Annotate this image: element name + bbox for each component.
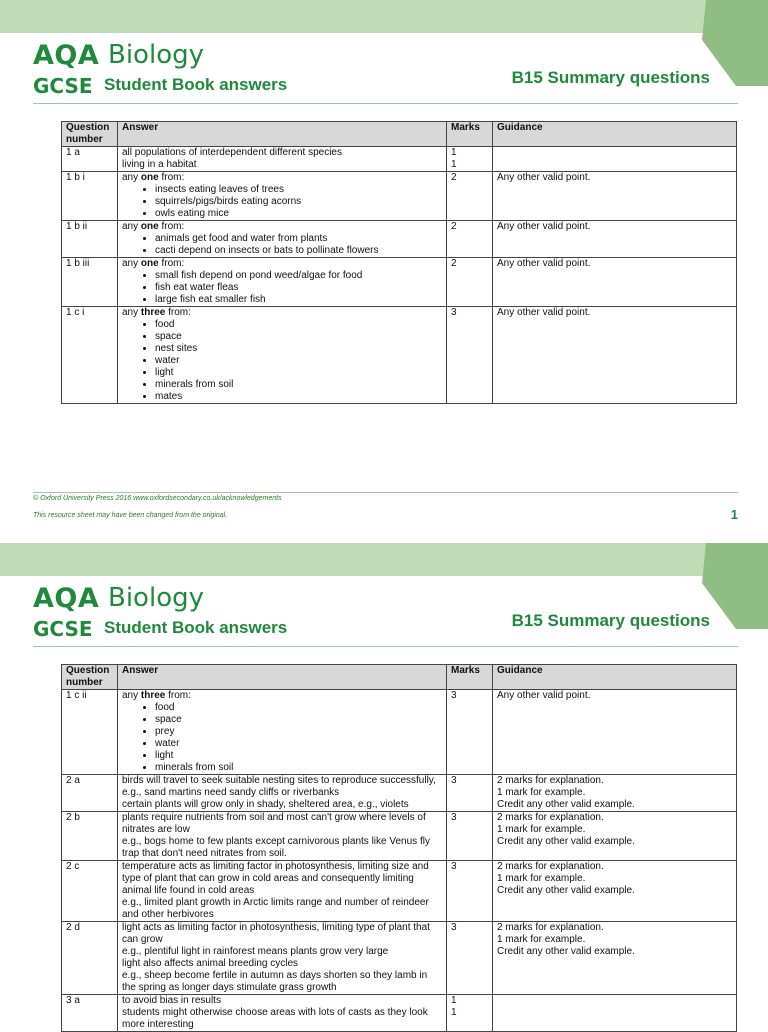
marks-cell xyxy=(447,147,493,172)
answer-line: living in a habitat xyxy=(122,159,197,170)
answer-line: temperature acts as limiting factor in photosynthesis, limiting size and xyxy=(122,861,429,872)
header-guidance: Guidance xyxy=(493,122,737,147)
header-band xyxy=(0,543,720,576)
section-title: B15 Summary questions xyxy=(511,68,710,87)
guidance-line: 1 mark for example. xyxy=(497,873,586,884)
subject-title: Biology xyxy=(108,40,204,70)
question-number: 1 b iii xyxy=(62,258,118,307)
answer-line: more interesting xyxy=(122,1019,194,1030)
answer-bullets xyxy=(122,702,442,774)
table-row xyxy=(62,258,737,307)
bullet-item: • food xyxy=(155,319,442,331)
question-number: 2 b xyxy=(62,812,118,861)
table-row xyxy=(62,147,737,172)
header-question: Question number xyxy=(62,665,118,690)
header-marks: Marks xyxy=(447,122,493,147)
marks-cell xyxy=(447,995,493,1032)
marks-cell xyxy=(447,775,493,812)
marks-value: 3 xyxy=(451,861,457,872)
bullet-item: • water xyxy=(155,738,442,750)
marks-value: 1 xyxy=(451,147,457,158)
guidance-cell xyxy=(493,221,737,258)
section-title: B15 Summary questions xyxy=(511,611,710,630)
header-guidance: Guidance xyxy=(493,665,737,690)
question-number: 1 c i xyxy=(62,307,118,404)
marks-value: 2 xyxy=(451,221,457,232)
answer-line: can grow xyxy=(122,934,163,945)
question-number: 1 c ii xyxy=(62,690,118,775)
question-number: 2 d xyxy=(62,922,118,995)
marks-cell xyxy=(447,221,493,258)
answer-cell xyxy=(118,307,447,404)
intro-text: from: xyxy=(158,221,185,232)
page-gap xyxy=(0,530,768,543)
answer-bullets xyxy=(122,184,442,220)
intro-text: from: xyxy=(158,258,185,269)
marks-cell xyxy=(447,861,493,922)
marks-value: 2 xyxy=(451,258,457,269)
footer-divider xyxy=(33,492,738,493)
answer-line: plants require nutrients from soil and most can't grow where levels of xyxy=(122,812,426,823)
guidance-line: 1 mark for example. xyxy=(497,787,586,798)
guidance-cell xyxy=(493,812,737,861)
header-question: Question number xyxy=(62,122,118,147)
answer-line: certain plants will grow only in shady, sheltered area, e.g., violets xyxy=(122,799,409,810)
guidance-line: 2 marks for explanation. xyxy=(497,775,604,786)
guidance-cell xyxy=(493,995,737,1032)
table-row xyxy=(62,861,737,922)
answer-line: animal life found in cold areas xyxy=(122,885,255,896)
page-number: 1 xyxy=(730,507,738,522)
answer-line: all populations of interdependent different species xyxy=(122,147,342,158)
answer-line: e.g., sand martins need sandy cliffs or riverbanks xyxy=(122,787,340,798)
header-divider xyxy=(33,103,738,104)
intro-text: any xyxy=(122,307,141,318)
intro-text: any xyxy=(122,690,141,701)
header-chevron-icon xyxy=(702,0,768,86)
guidance-line: Credit any other valid example. xyxy=(497,885,635,896)
answer-line: birds will travel to seek suitable nesting sites to reproduce successfully, xyxy=(122,775,436,786)
bullet-item: • light xyxy=(155,367,442,379)
table-row xyxy=(62,690,737,775)
answer-cell xyxy=(118,172,447,221)
header-marks: Marks xyxy=(447,665,493,690)
intro-text: from: xyxy=(165,690,191,701)
intro-text: from: xyxy=(158,172,185,183)
marks-value: 3 xyxy=(451,775,457,786)
level-label: GCSE xyxy=(33,74,93,98)
table-row xyxy=(62,307,737,404)
question-number: 1 a xyxy=(62,147,118,172)
answer-bullets xyxy=(122,233,442,257)
marks-cell xyxy=(447,690,493,775)
bullet-item: • large fish eat smaller fish xyxy=(155,294,442,306)
bullet-item: • fish eat water fleas xyxy=(155,282,442,294)
guidance-line: Any other valid point. xyxy=(497,690,591,701)
answer-line: e.g., limited plant growth in Arctic limits range and number of reindeer xyxy=(122,897,429,908)
bullet-item: • small fish depend on pond weed/algae for food xyxy=(155,270,442,282)
answer-bullets xyxy=(122,270,442,306)
footer-copyright: © Oxford University Press 2016 www.oxfordsecondary.co.uk/acknowledgements xyxy=(33,495,282,502)
guidance-cell xyxy=(493,172,737,221)
aqa-logo: AQA xyxy=(33,40,100,71)
answer-line: type of plant that can grow in cold areas and consequently limiting xyxy=(122,873,414,884)
answer-line: to avoid bias in results xyxy=(122,995,221,1006)
guidance-line: Credit any other valid example. xyxy=(497,836,635,847)
guidance-cell xyxy=(493,307,737,404)
marks-value: 3 xyxy=(451,690,457,701)
bullet-item: • space xyxy=(155,714,442,726)
bullet-item: • animals get food and water from plants xyxy=(155,233,442,245)
answer-cell xyxy=(118,922,447,995)
answer-cell xyxy=(118,221,447,258)
answer-intro xyxy=(122,172,442,184)
bullet-item: • water xyxy=(155,355,442,367)
answer-intro xyxy=(122,690,442,702)
intro-keyword: one xyxy=(140,172,159,183)
header-answer: Answer xyxy=(118,122,447,147)
guidance-line: Any other valid point. xyxy=(497,307,591,318)
bullet-item: • insects eating leaves of trees xyxy=(155,184,442,196)
intro-keyword: three xyxy=(140,307,166,318)
marks-value: 2 xyxy=(451,172,457,183)
intro-text: any xyxy=(122,221,141,232)
answer-line: and other herbivores xyxy=(122,909,214,920)
question-number: 2 c xyxy=(62,861,118,922)
intro-keyword: three xyxy=(140,690,166,701)
question-number: 3 a xyxy=(62,995,118,1032)
answer-intro xyxy=(122,307,442,319)
table-row xyxy=(62,995,737,1032)
header-band xyxy=(0,0,720,33)
bullet-item: • minerals from soil xyxy=(155,762,442,774)
answer-intro xyxy=(122,221,442,233)
table-header-row xyxy=(62,122,737,147)
table-row xyxy=(62,775,737,812)
marks-value: 3 xyxy=(451,812,457,823)
book-title: Student Book answers xyxy=(104,618,288,637)
marks-cell xyxy=(447,258,493,307)
answer-line: the spring as longer days stimulate grass growth xyxy=(122,982,337,993)
answer-bullets xyxy=(122,319,442,403)
guidance-cell xyxy=(493,258,737,307)
answer-line: e.g., bogs home to few plants except carnivorous plants like Venus fly xyxy=(122,836,430,847)
bullet-item: • cacti depend on insects or bats to pollinate flowers xyxy=(155,245,442,257)
answers-table xyxy=(61,664,737,1032)
table-row xyxy=(62,922,737,995)
guidance-line: 2 marks for explanation. xyxy=(497,922,604,933)
header-divider xyxy=(33,646,738,647)
answer-cell xyxy=(118,861,447,922)
marks-cell xyxy=(447,172,493,221)
marks-cell xyxy=(447,922,493,995)
bullet-item: • nest sites xyxy=(155,343,442,355)
table-row xyxy=(62,172,737,221)
guidance-line: Any other valid point. xyxy=(497,172,591,183)
guidance-cell xyxy=(493,922,737,995)
guidance-cell xyxy=(493,147,737,172)
answer-cell xyxy=(118,995,447,1032)
guidance-line: 2 marks for explanation. xyxy=(497,861,604,872)
answer-cell xyxy=(118,812,447,861)
answer-cell xyxy=(118,690,447,775)
answer-cell xyxy=(118,775,447,812)
bullet-item: • minerals from soil xyxy=(155,379,442,391)
intro-text: any xyxy=(122,172,141,183)
book-title: Student Book answers xyxy=(104,75,288,94)
marks-value: 3 xyxy=(451,307,457,318)
bullet-item: • mates xyxy=(155,391,442,403)
level-label: GCSE xyxy=(33,617,93,641)
bullet-item: • space xyxy=(155,331,442,343)
guidance-line: 1 mark for example. xyxy=(497,934,586,945)
marks-value: 1 xyxy=(451,1007,457,1018)
answer-intro xyxy=(122,258,442,270)
guidance-line: 2 marks for explanation. xyxy=(497,812,604,823)
answer-line: light acts as limiting factor in photosynthesis, limiting type of plant that xyxy=(122,922,430,933)
page-2 xyxy=(0,543,768,1030)
guidance-line: Credit any other valid example. xyxy=(497,946,635,957)
footer-note: This resource sheet may have been changed from the original. xyxy=(33,512,228,519)
answer-line: students might otherwise choose areas with lots of casts as they look xyxy=(122,1007,428,1018)
answer-line: e.g., sheep become fertile in autumn as days shorten so they lamb in xyxy=(122,970,428,981)
guidance-cell xyxy=(493,690,737,775)
guidance-cell xyxy=(493,861,737,922)
marks-value: 3 xyxy=(451,922,457,933)
bullet-item: • prey xyxy=(155,726,442,738)
marks-value: 1 xyxy=(451,159,457,170)
header-chevron-icon xyxy=(702,543,768,629)
answer-cell xyxy=(118,258,447,307)
question-number: 1 b ii xyxy=(62,221,118,258)
bullet-item: • light xyxy=(155,750,442,762)
bullet-item: • owls eating mice xyxy=(155,208,442,220)
intro-text: any xyxy=(122,258,141,269)
guidance-line: Any other valid point. xyxy=(497,258,591,269)
marks-cell xyxy=(447,812,493,861)
guidance-line: Credit any other valid example. xyxy=(497,799,635,810)
marks-value: 1 xyxy=(451,995,457,1006)
bullet-item: • squirrels/pigs/birds eating acorns xyxy=(155,196,442,208)
intro-keyword: one xyxy=(140,221,159,232)
answers-table xyxy=(61,121,737,404)
marks-cell xyxy=(447,307,493,404)
question-number: 2 a xyxy=(62,775,118,812)
table-header-row xyxy=(62,665,737,690)
bullet-item: • food xyxy=(155,702,442,714)
answer-cell xyxy=(118,147,447,172)
header-answer: Answer xyxy=(118,665,447,690)
answer-line: e.g., plentiful light in rainforest means plants grow very large xyxy=(122,946,389,957)
subject-title: Biology xyxy=(108,583,204,613)
answer-line: light also affects animal breeding cycles xyxy=(122,958,299,969)
guidance-line: 1 mark for example. xyxy=(497,824,586,835)
intro-text: from: xyxy=(165,307,191,318)
intro-keyword: one xyxy=(140,258,159,269)
table-row xyxy=(62,221,737,258)
answer-line: nitrates are low xyxy=(122,824,190,835)
question-number: 1 b i xyxy=(62,172,118,221)
answer-line: trap that don't need nitrates from soil. xyxy=(122,848,287,859)
aqa-logo: AQA xyxy=(33,583,100,614)
table-row xyxy=(62,812,737,861)
guidance-line: Any other valid point. xyxy=(497,221,591,232)
guidance-cell xyxy=(493,775,737,812)
